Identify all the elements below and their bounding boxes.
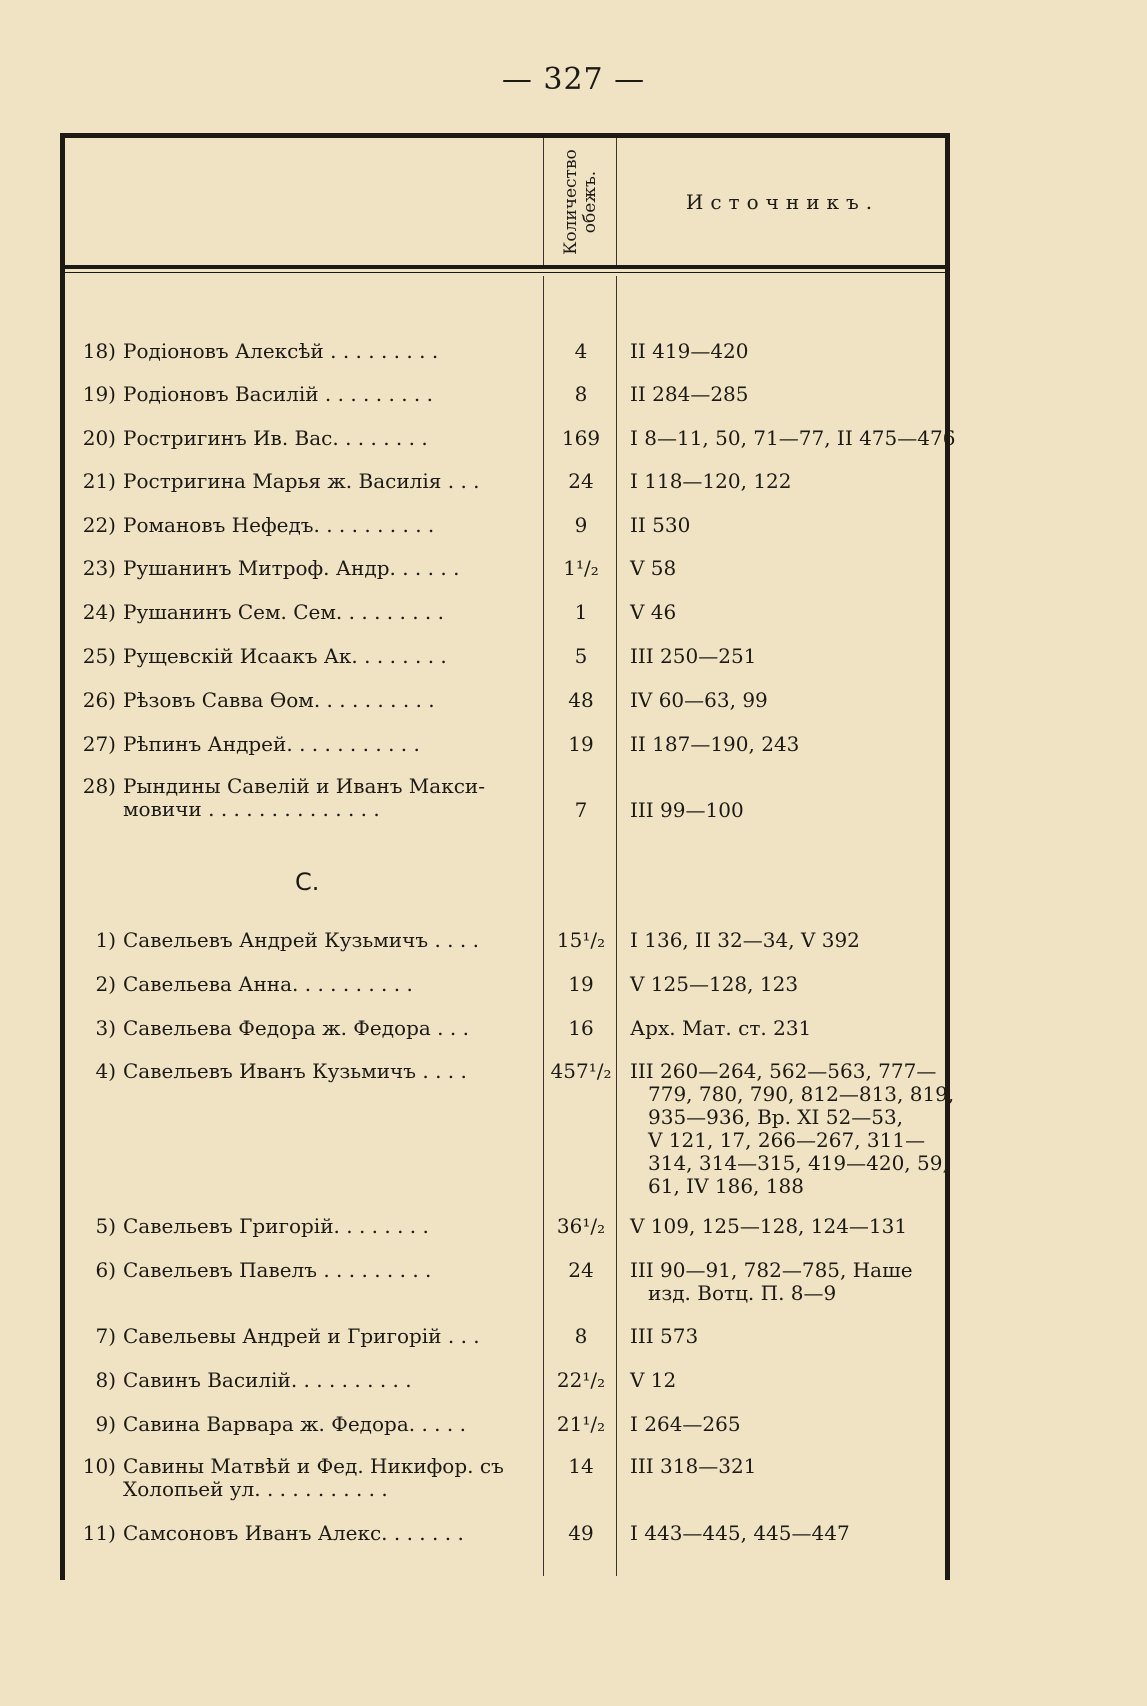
row-name: Ростригина Марья ж. Василія . . .: [123, 469, 480, 493]
row-source-continued: 314, 314—315, 419—420, 59,: [648, 1151, 949, 1175]
header-source: Источникъ.: [685, 190, 880, 214]
row-source-continued: изд. Вотц. П. 8—9: [648, 1281, 837, 1305]
row-source: II 419—420: [630, 339, 749, 363]
row-count: 5: [574, 644, 588, 668]
row-name: Савельева Анна. . . . . . . . . .: [123, 972, 413, 996]
row-name: Родіоновъ Алексѣй . . . . . . . . .: [123, 339, 439, 363]
row-name: Рущевскій Исаакъ Ак. . . . . . . .: [123, 644, 447, 668]
row-source: I 264—265: [630, 1412, 741, 1436]
row-count: 7: [574, 798, 588, 822]
row-count: 1: [574, 600, 588, 624]
row-count: 24: [568, 469, 594, 493]
row-count: 16: [568, 1016, 594, 1040]
row-number: 1): [95, 928, 116, 952]
row-count: 8: [574, 382, 588, 406]
page-number: — 327 —: [501, 62, 646, 97]
row-name: Савельевъ Андрей Кузьмичъ . . . .: [123, 928, 479, 952]
row-name: Савина Варвара ж. Федора. . . . .: [123, 1412, 466, 1436]
row-number: 7): [95, 1324, 116, 1348]
row-number: 5): [95, 1214, 116, 1238]
row-source-first: III 260—264, 562—563, 777—: [630, 1059, 937, 1083]
row-source: V 12: [630, 1368, 677, 1392]
row-source: III 99—100: [630, 798, 744, 822]
row-source: I 118—120, 122: [630, 469, 792, 493]
row-name: Савельевъ Григорій. . . . . . . .: [123, 1214, 429, 1238]
row-number: 4): [95, 1059, 116, 1083]
row-name: Рѣпинъ Андрей. . . . . . . . . . .: [123, 732, 420, 756]
column-divider: [616, 276, 617, 1576]
row-count: 48: [568, 688, 594, 712]
row-name: Рушанинъ Митроф. Андр. . . . . .: [123, 556, 460, 580]
row-source: II 187—190, 243: [630, 732, 800, 756]
row-number: 6): [95, 1258, 116, 1282]
row-source: V 58: [630, 556, 677, 580]
row-number: 2): [95, 972, 116, 996]
row-source: V 46: [630, 600, 677, 624]
row-number: 22): [82, 513, 116, 537]
row-source: V 109, 125—128, 124—131: [630, 1214, 908, 1238]
row-name: Рѣзовъ Савва Ѳом. . . . . . . . . .: [123, 688, 435, 712]
row-number: 24): [82, 600, 116, 624]
row-count: 14: [568, 1454, 594, 1478]
row-name-continued: мовичи . . . . . . . . . . . . . .: [123, 797, 380, 821]
row-source: III 318—321: [630, 1454, 757, 1478]
row-name: Савельева Федора ж. Федора . . .: [123, 1016, 469, 1040]
row-number: 21): [82, 469, 116, 493]
row-name: Савельевъ Иванъ Кузьмичъ . . . .: [123, 1059, 467, 1083]
column-divider: [616, 138, 617, 265]
row-source: [630, 1060, 1010, 1198]
row-source: I 8—11, 50, 71—77, II 475—476: [630, 426, 956, 450]
row-number: 8): [95, 1368, 116, 1392]
row-source-continued: 779, 780, 790, 812—813, 819,: [648, 1082, 955, 1106]
row-number: 28): [82, 774, 116, 798]
section-letter: С.: [295, 868, 320, 896]
row-source-continued: 61, IV 186, 188: [648, 1174, 804, 1198]
row-count: 19: [568, 732, 594, 756]
row-count: 21¹/₂: [556, 1412, 606, 1436]
row-number: 23): [82, 556, 116, 580]
row-source-first: III 90—91, 782—785, Наше: [630, 1258, 913, 1282]
row-count: 49: [568, 1521, 594, 1545]
header-count-line2: обежъ.: [580, 170, 600, 233]
row-name: Савинъ Василій. . . . . . . . . .: [123, 1368, 412, 1392]
row-source-continued: V 121, 17, 266—267, 311—: [648, 1128, 926, 1152]
row-number: 20): [82, 426, 116, 450]
row-number: 26): [82, 688, 116, 712]
row-count: 8: [574, 1324, 588, 1348]
row-number: 19): [82, 382, 116, 406]
header-count: [546, 138, 616, 265]
row-count: 9: [574, 513, 588, 537]
row-name: Савельевы Андрей и Григорій . . .: [123, 1324, 480, 1348]
row-count: 22¹/₂: [556, 1368, 606, 1392]
row-source: [630, 1259, 1010, 1305]
header-rule-thin: [65, 272, 945, 273]
row-name: Самсоновъ Иванъ Алекс. . . . . . .: [123, 1521, 464, 1545]
row-source: III 250—251: [630, 644, 757, 668]
row-source: Арх. Мат. ст. 231: [630, 1016, 812, 1040]
row-number: 25): [82, 644, 116, 668]
row-number: 11): [82, 1521, 116, 1545]
row-number: 10): [82, 1454, 116, 1478]
row-source: I 136, II 32—34, V 392: [630, 928, 860, 952]
row-number: 3): [95, 1016, 116, 1040]
row-number: 9): [95, 1412, 116, 1436]
row-name: Савины Матвѣй и Фед. Никифор. съ: [123, 1454, 504, 1478]
row-name: Родіоновъ Василій . . . . . . . . .: [123, 382, 433, 406]
row-source: II 530: [630, 513, 691, 537]
row-source: I 443—445, 445—447: [630, 1521, 850, 1545]
row-name: Рындины Савелій и Иванъ Макси-: [123, 774, 485, 798]
row-source: III 573: [630, 1324, 699, 1348]
column-divider: [543, 276, 544, 1576]
row-count: 1¹/₂: [563, 556, 599, 580]
row-source-continued: 935—936, Вр. XI 52—53,: [648, 1105, 904, 1129]
row-count: 457¹/₂: [550, 1059, 612, 1083]
row-source: V 125—128, 123: [630, 972, 799, 996]
row-number: 18): [82, 339, 116, 363]
row-number: 27): [82, 732, 116, 756]
row-source: IV 60—63, 99: [630, 688, 768, 712]
row-count: 15¹/₂: [556, 928, 606, 952]
row-count: 4: [574, 339, 588, 363]
row-name-continued: Холопьей ул. . . . . . . . . . .: [123, 1477, 388, 1501]
row-count: 36¹/₂: [556, 1214, 606, 1238]
row-count: 19: [568, 972, 594, 996]
row-count: 24: [568, 1258, 594, 1282]
row-count: 169: [561, 426, 601, 450]
column-divider: [543, 138, 544, 265]
header-rule: [60, 265, 950, 269]
row-name: Ростригинъ Ив. Вас. . . . . . . .: [123, 426, 428, 450]
row-name: Романовъ Нефедъ. . . . . . . . . .: [123, 513, 435, 537]
row-source: II 284—285: [630, 382, 749, 406]
row-name: Савельевъ Павелъ . . . . . . . . .: [123, 1258, 432, 1282]
header-count-line1: Количество: [561, 148, 581, 255]
row-name: Рушанинъ Сем. Сем. . . . . . . . .: [123, 600, 444, 624]
